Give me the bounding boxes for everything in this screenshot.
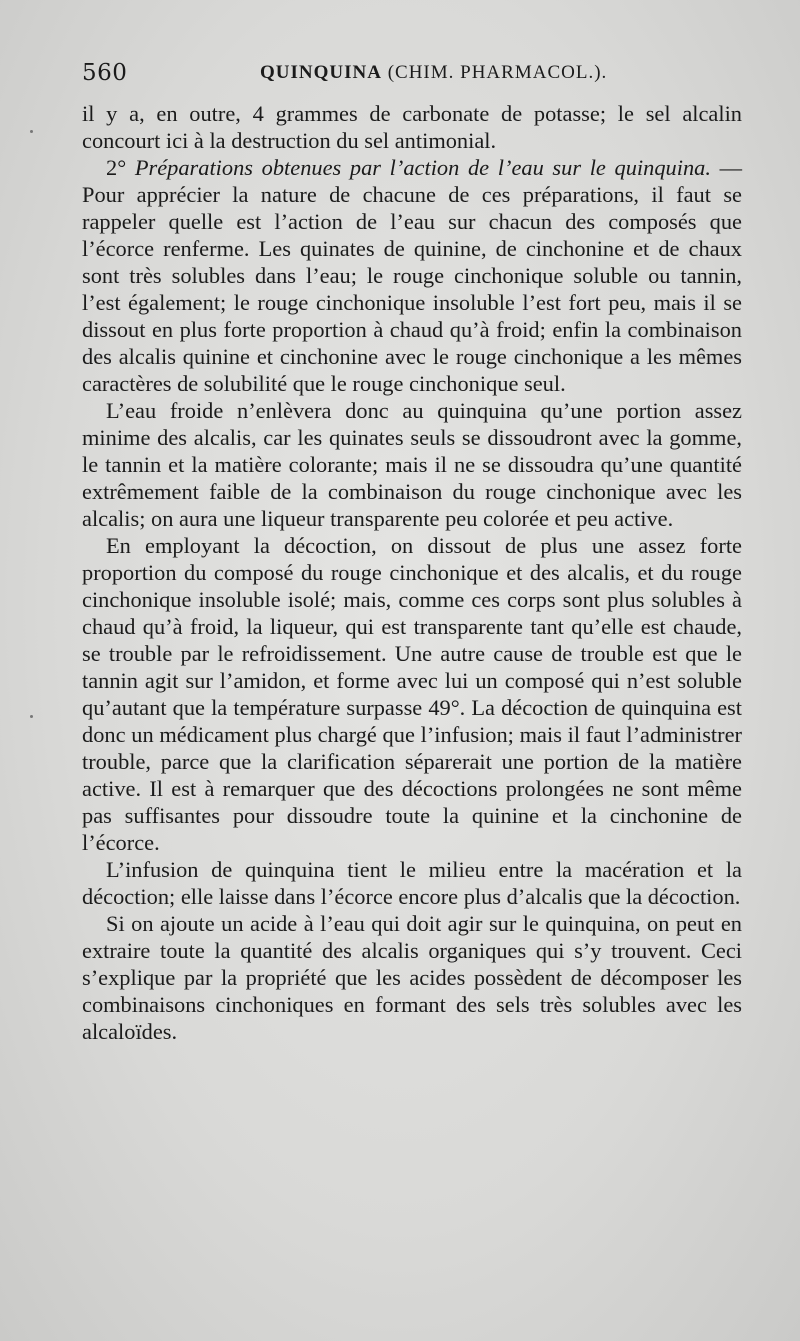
running-head [260, 62, 607, 84]
paragraph-preparations [82, 154, 742, 397]
running-head-subtitle: (CHIM. PHARMACOL.). [387, 62, 608, 83]
paragraph: L’eau froide n’enlèvera donc au quinquina qu’une portion assez minime des alcalis, car les quinates seuls se dissoudront avec la gomme, le tannin et la matière colorante; mais il ne se dissoudra qu’une quantité extrêmement faible de la combinaison du rouge cinchonique avec les alcalis; on aura une liqueur transparente peu colorée et peu active. [82, 398, 742, 531]
body-text [82, 100, 742, 1045]
section-heading: Préparations obtenues par l’action de l’eau sur le quinquina. [134, 155, 711, 180]
paragraph: En employant la décoction, on dissout de plus une assez forte proportion du composé du rouge cinchonique et des alcalis, et du rouge cinchonique insoluble isolé; mais, comme ces corps sont plus solubles à chaud qu’à froid, la liqueur, qui est transparente tant qu’elle est chaude, se trouble par le refroidissement. Une autre cause de trouble est que le tannin agit sur l’amidon, et forme avec lui un composé qui n’est soluble qu’autant que la température surpasse 49°. La décoction de quinquina est donc un médicament plus chargé que l’infusion; mais il faut l’administrer trouble, parce que la clarification séparerait une portion de la matière active. Il est à remarquer que des décoctions prolongées ne sont même pas suffisantes pour dissoudre toute la quinine et la cinchonine de l’écorce. [82, 533, 742, 855]
page-header [82, 60, 740, 94]
paragraph: L’infusion de quinquina tient le milieu entre la macération et la décoction; elle laisse dans l’écorce encore plus d’alcalis que la décoction. [82, 857, 742, 909]
page-speck [30, 715, 33, 718]
page-number: 560 [82, 60, 128, 86]
paragraph-text: — Pour apprécier la nature de chacune de ces préparations, il faut se rappeler quelle est l’action de l’eau sur chacun des composés que l’écorce renferme. Les quinates de quinine, de cinchonine et de chaux sont très solubles dans l’eau; le rouge cinchonique soluble ou tannin, l’est également; le rouge cinchonique insoluble l’est fort peu, mais il se dissout en plus forte proportion à chaud qu’à froid; enfin la combinaison des alcalis quinine et cinchonine avec le rouge cinchonique a les mêmes caractères de solubilité que le rouge cinchonique seul. [82, 155, 742, 396]
paragraph: il y a, en outre, 4 grammes de carbonate de potasse; le sel alcalin concourt ici à la destruction du sel antimonial. [82, 101, 742, 153]
section-number: 2° [106, 155, 127, 180]
page-speck [30, 130, 33, 133]
running-head-title: QUINQUINA [260, 62, 382, 83]
paragraph: Si on ajoute un acide à l’eau qui doit agir sur le quinquina, on peut en extraire toute la quantité des alcalis organiques qui s’y trouvent. Ceci s’explique par la propriété que les acides possèdent de décomposer les combinaisons cinchoniques en formant des sels très solubles avec les alcaloïdes. [82, 911, 742, 1044]
